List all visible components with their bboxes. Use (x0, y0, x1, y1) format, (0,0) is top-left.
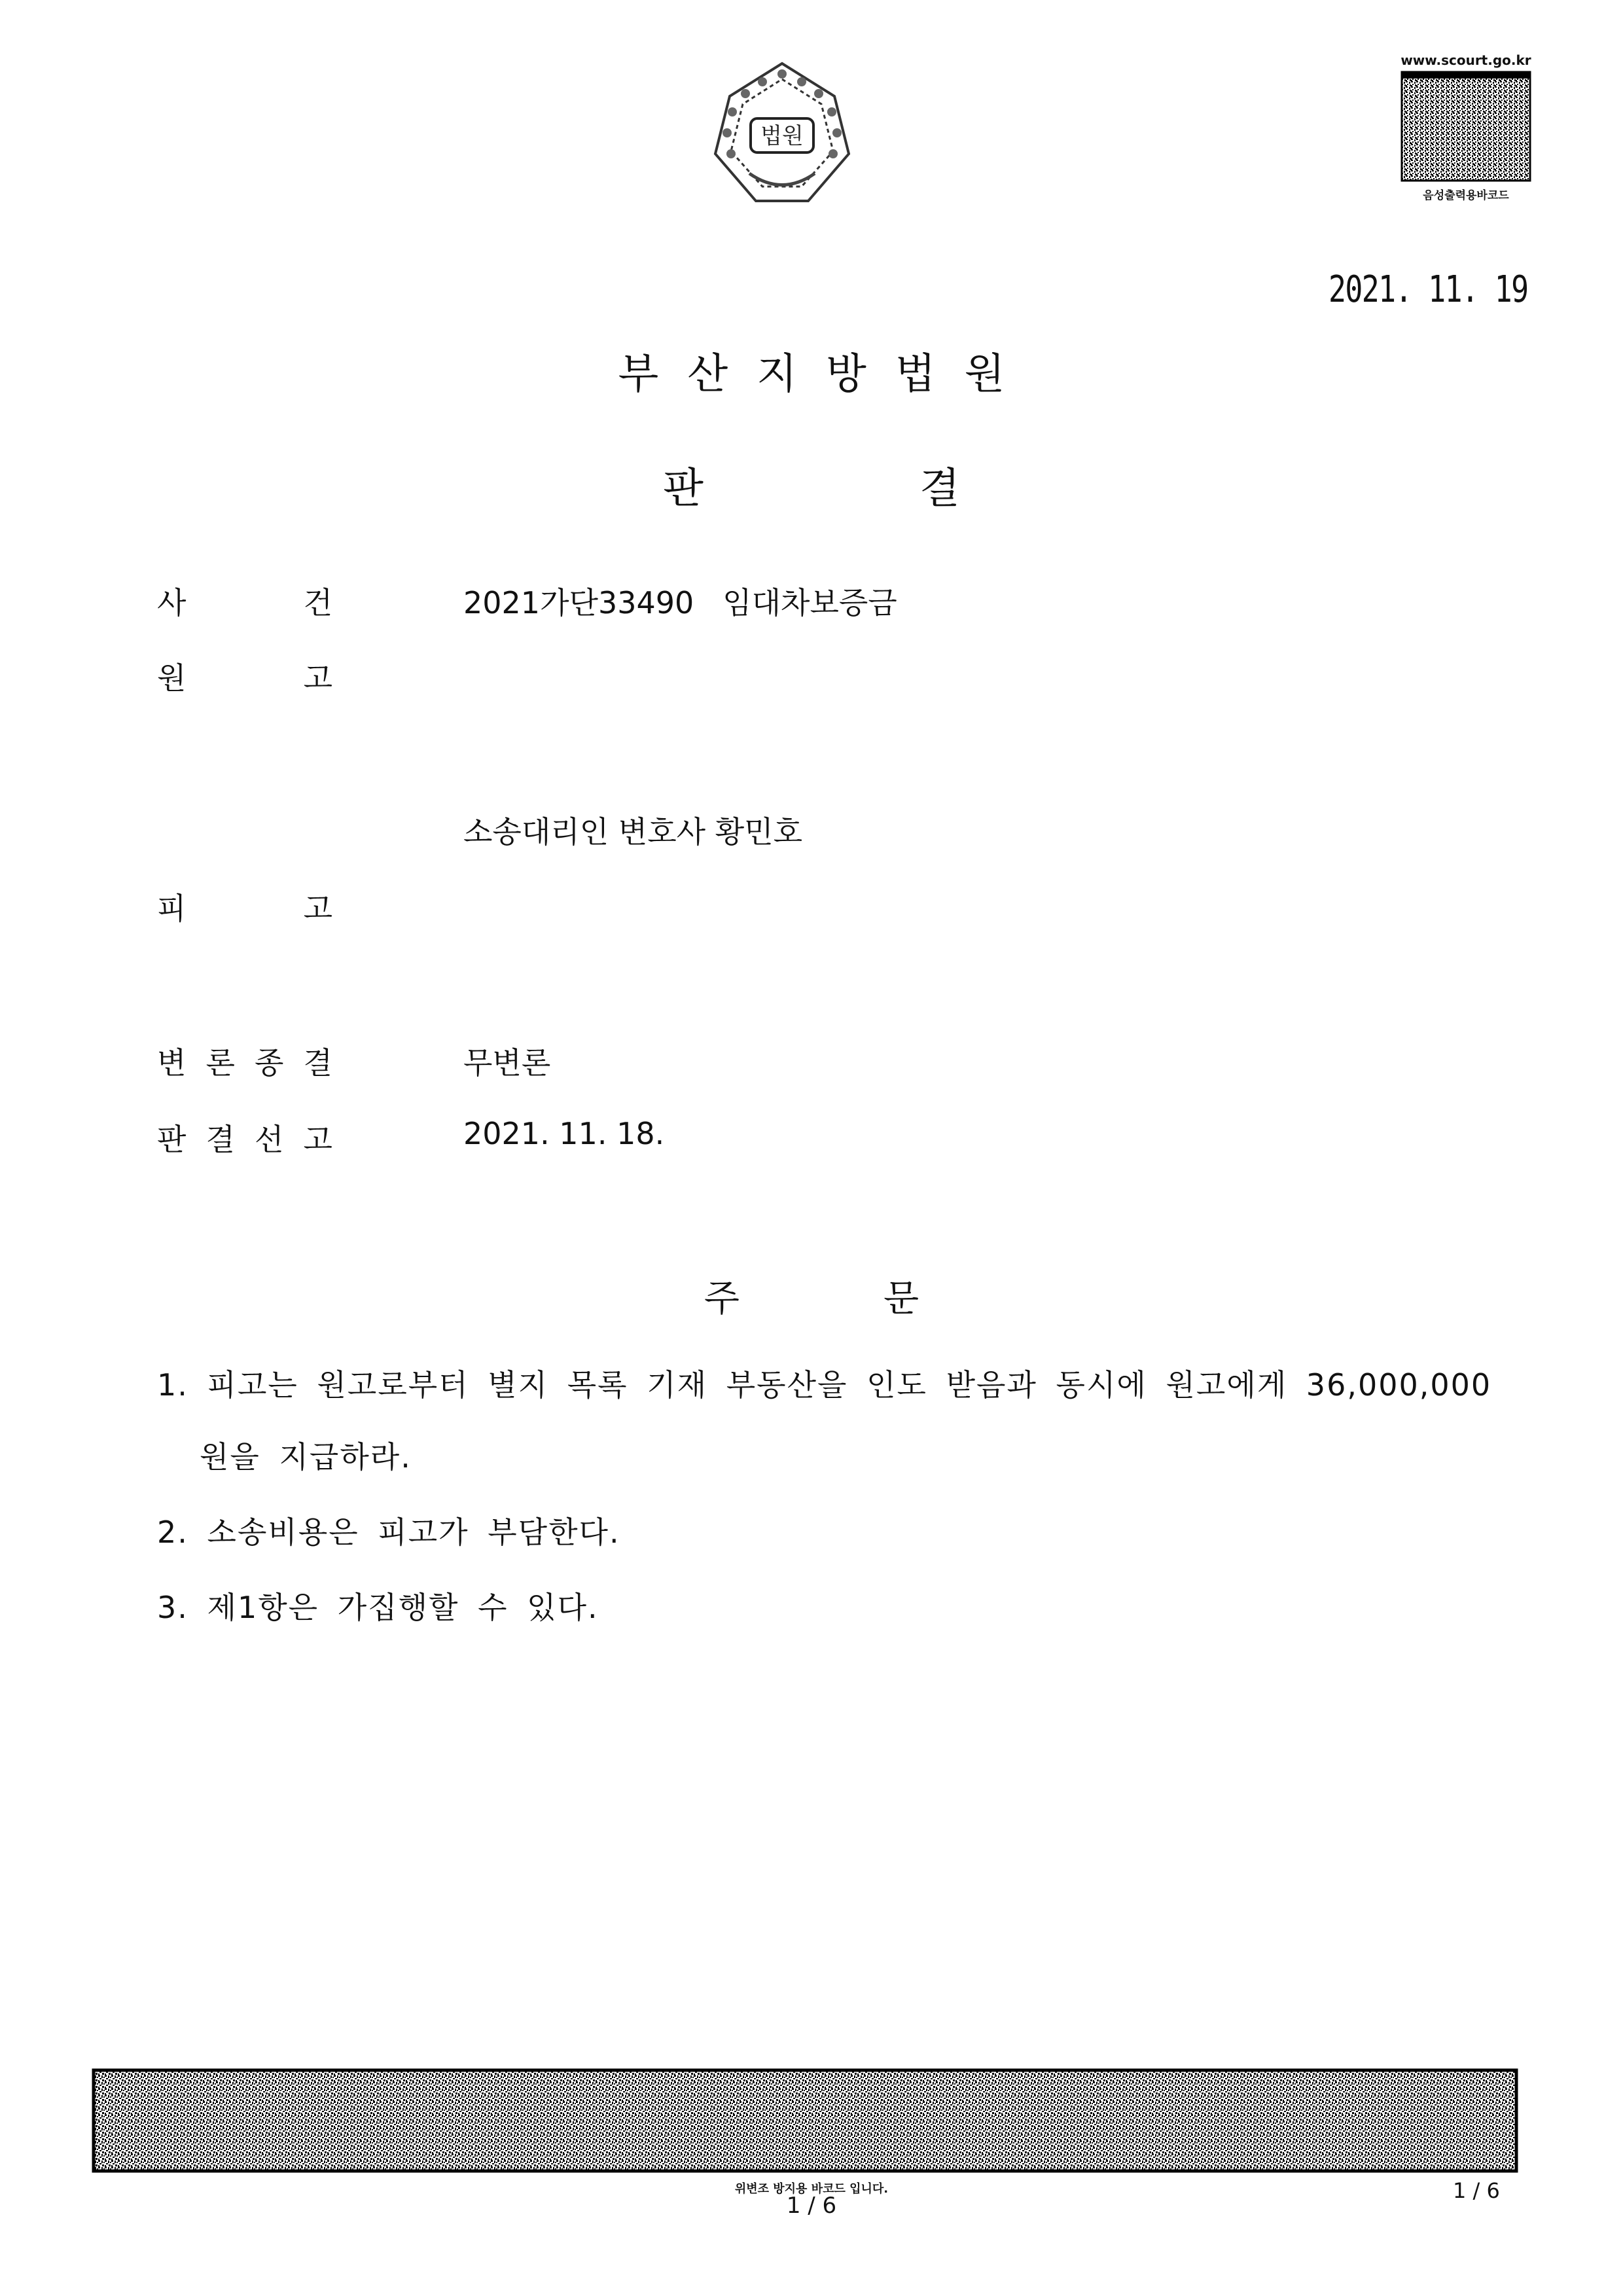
page-number-right: 1 / 6 (1453, 2178, 1500, 2203)
judgment-date-label: 판 결 선 고 (157, 1122, 332, 1157)
court-seal-emblem (704, 56, 861, 213)
voice-output-barcode (1400, 71, 1531, 182)
case-label: 사 건 (157, 585, 332, 620)
judgment-date-value: 2021. 11. 18. (463, 1116, 665, 1151)
anti-forgery-caption: 위변조 방지용 바코드 입니다. (734, 2182, 889, 2196)
closing-of-argument-label: 변 론 종 결 (157, 1045, 332, 1081)
case-number-value: 2021가단33490 임대차보증금 (463, 585, 897, 620)
closing-of-argument-value: 무변론 (463, 1045, 551, 1081)
order-item-1-continuation: 원을 지급하라. (200, 1439, 412, 1475)
order-item-2: 2. 소송비용은 피고가 부담한다. (157, 1515, 620, 1550)
page-number-center: 1 / 6 (786, 2193, 837, 2219)
document-title: 판결 (663, 465, 1176, 513)
plaintiff-label: 원 고 (157, 660, 332, 696)
site-url: www.scourt.go.kr (1400, 52, 1531, 68)
barcode-caption: 음성출력용바코드 (1423, 189, 1509, 202)
order-heading: 주문 (704, 1278, 1063, 1320)
defendant-label: 피 고 (157, 891, 332, 926)
court-name: 부산지방법원 (618, 350, 1034, 399)
plaintiff-counsel-value: 소송대리인 변호사 황민호 (463, 814, 803, 850)
received-date-stamp: 2021. 11. 19 (1329, 268, 1528, 311)
seal-text: 법원 (760, 123, 804, 149)
order-item-1: 1. 피고는 원고로부터 별지 목록 기재 부동산을 인도 받음과 동시에 원고에게 36,000,000 (157, 1367, 1492, 1403)
anti-forgery-barcode (92, 2068, 1518, 2173)
order-item-3: 3. 제1항은 가집행할 수 있다. (157, 1590, 599, 1625)
